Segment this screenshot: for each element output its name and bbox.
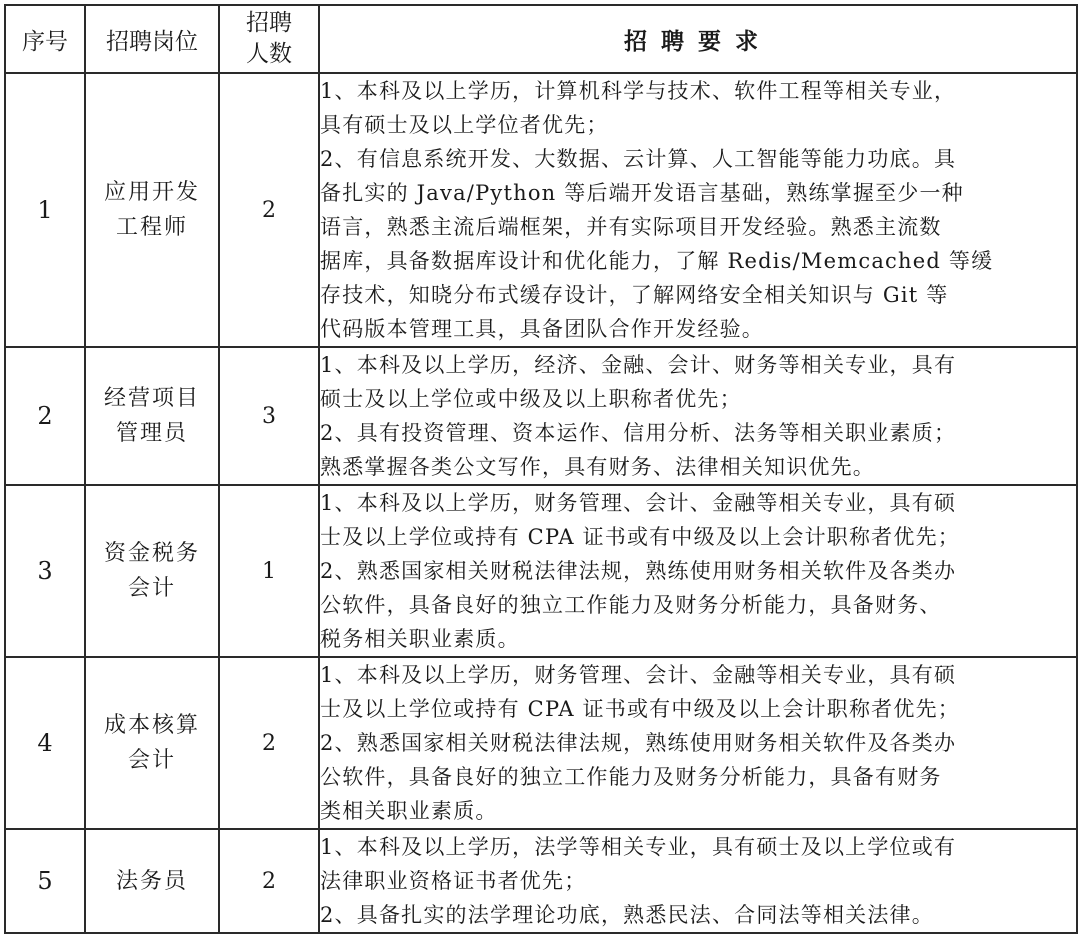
row-index: 5 [5,829,85,933]
requirement-line: 公软件，具备良好的独立工作能力及财务分析能力，具备财务、 [320,593,942,617]
row-requirements [319,485,1077,657]
header-index: 序号 [5,5,85,73]
position-line: 工程师 [115,215,188,240]
row-index: 2 [5,347,85,485]
requirement-line: 据库，具备数据库设计和优化能力，了解 Redis/Memcached 等缓 [320,249,994,273]
requirement-line: 1、本科及以上学历，经济、金融、会计、财务等相关专业，具有 [320,353,957,377]
position-line: 会计 [127,748,176,773]
row-requirements [319,347,1077,485]
requirement-line: 硕士及以上学位或中级及以上职称者优先； [320,387,742,411]
requirement-line: 1、本科及以上学历，法学等相关专业，具有硕士及以上学位或有 [320,835,957,859]
recruitment-table [4,4,1078,934]
row-position [85,73,219,347]
requirement-line: 1、本科及以上学历，计算机科学与技术、软件工程等相关专业， [320,79,957,103]
requirement-line: 备扎实的 Java/Python 等后端开发语言基础，熟练掌握至少一种 [320,181,964,205]
position-line: 会计 [127,576,176,601]
position-line: 资金税务 [103,541,200,566]
requirement-line: 类相关职业素质。 [320,799,498,823]
header-count-line1: 招聘 [246,10,292,36]
requirement-line: 公软件，具备良好的独立工作能力及财务分析能力，具备有财务 [320,765,942,789]
requirement-line: 税务相关职业素质。 [320,627,520,651]
requirement-line: 2、有信息系统开发、大数据、云计算、人工智能等能力功底。具 [320,147,957,171]
requirement-line: 1、本科及以上学历，财务管理、会计、金融等相关专业，具有硕 [320,491,957,515]
row-index: 4 [5,657,85,829]
requirement-line: 2、具有投资管理、资本运作、信用分析、法务等相关职业素质； [320,421,957,445]
header-count-line2: 人数 [246,41,292,67]
table-row [5,829,1077,933]
table-row [5,347,1077,485]
position-line: 经营项目 [103,386,200,411]
row-count: 2 [219,829,319,933]
requirement-line: 士及以上学位或持有 CPA 证书或有中级及以上会计职称者优先； [320,697,960,721]
header-requirements: 招聘要求 [319,5,1077,73]
table-row [5,485,1077,657]
requirement-line: 法律职业资格证书者优先； [320,869,587,893]
row-position [85,829,219,933]
position-line: 管理员 [115,421,188,446]
row-index: 3 [5,485,85,657]
row-requirements [319,657,1077,829]
requirement-line: 熟悉掌握各类公文写作，具有财务、法律相关知识优先。 [320,455,875,479]
row-requirements [319,829,1077,933]
requirement-line: 2、具备扎实的法学理论功底，熟悉民法、合同法等相关法律。 [320,903,934,927]
row-index: 1 [5,73,85,347]
table-row [5,73,1077,347]
requirement-line: 具有硕士及以上学位者优先； [320,113,609,137]
row-position [85,347,219,485]
row-position [85,657,219,829]
header-row [5,5,1077,73]
requirement-line: 2、熟悉国家相关财税法律法规，熟练使用财务相关软件及各类办 [320,559,957,583]
position-line: 法务员 [115,868,188,894]
requirement-line: 1、本科及以上学历，财务管理、会计、金融等相关专业，具有硕 [320,663,957,687]
row-count: 1 [219,485,319,657]
row-count: 2 [219,657,319,829]
position-line: 应用开发 [103,180,200,205]
row-position [85,485,219,657]
row-count: 2 [219,73,319,347]
position-line: 成本核算 [103,713,200,738]
requirement-line: 2、熟悉国家相关财税法律法规，熟练使用财务相关软件及各类办 [320,731,957,755]
requirement-line: 存技术，知晓分布式缓存设计，了解网络安全相关知识与 Git 等 [320,283,949,307]
requirement-line: 语言，熟悉主流后端框架，并有实际项目开发经验。熟悉主流数 [320,215,942,239]
header-position: 招聘岗位 [85,5,219,73]
header-count [219,5,319,73]
requirement-line: 士及以上学位或持有 CPA 证书或有中级及以上会计职称者优先； [320,525,960,549]
row-count: 3 [219,347,319,485]
table-row [5,657,1077,829]
row-requirements [319,73,1077,347]
requirement-line: 代码版本管理工具，具备团队合作开发经验。 [320,317,764,341]
